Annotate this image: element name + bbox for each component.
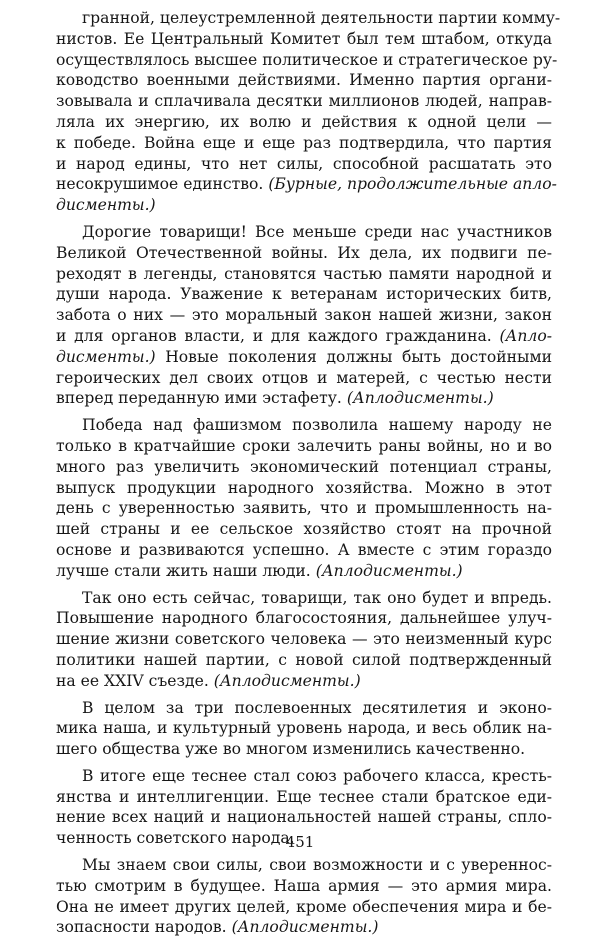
text-segment: Дорогие товарищи! Все меньше среди нас участников (82, 222, 552, 241)
text-line (56, 29, 552, 50)
text-line (56, 876, 552, 897)
applause-remark: дисменты.) (56, 196, 156, 215)
text-line (56, 807, 552, 828)
text-segment: к победе. Война еще и еще раз подтвердила, что партия (56, 133, 552, 152)
applause-remark: (Аплодисменты.) (213, 671, 361, 690)
text-segment: шего общества уже во многом изменились качественно. (56, 740, 526, 759)
text-line (56, 650, 552, 671)
text-segment: Новые поколения должны быть достойными (155, 347, 552, 366)
applause-remark: (Аплодисменты.) (315, 561, 463, 580)
text-segment: тью смотрим в будущее. Наша армия — это армия мира. (56, 876, 552, 895)
text-segment: шение жизни советского человека — это неизменный курс (56, 630, 552, 649)
text-segment: ченность советского народа. (56, 829, 295, 848)
text-line (56, 50, 558, 71)
text-segment: героических дел своих отцов и матерей, с честью нести (56, 368, 552, 387)
applause-remark: (Бурные, продолжительные апло- (268, 175, 557, 194)
text-segment: души народа. Уважение к ветеранам исторических битв, (56, 285, 552, 304)
text-segment: гранной, целеустремленной деятельности партии комму- (82, 9, 561, 27)
text-line (56, 70, 552, 91)
text-line (56, 917, 552, 938)
text-line (56, 243, 552, 264)
applause-remark: (Апло- (499, 326, 552, 345)
text-segment: только в кратчайшие сроки залечить раны войны, но и во (56, 436, 552, 455)
text-line (56, 388, 552, 409)
text-line (56, 415, 552, 436)
text-line (56, 766, 552, 787)
paragraph (56, 8, 561, 216)
text-line (56, 8, 561, 29)
document-body (56, 8, 561, 944)
text-segment: политики нашей партии, с новой силой подтвержденный (56, 650, 552, 669)
text-segment: зопасности народов. (56, 918, 232, 937)
text-segment: мика наша, и культурный уровень народа, и весь облик на- (56, 719, 552, 738)
text-segment: Мы знаем свои силы, свои возможности и с увереннос- (82, 856, 552, 875)
text-segment: Великой Отечественной войны. Их дела, их подвиги пе- (56, 243, 552, 262)
text-line (56, 222, 552, 243)
text-line (56, 436, 552, 457)
text-segment: реходят в легенды, становятся частью памяти народной и (56, 264, 552, 283)
text-segment: нистов. Ее Центральный Комитет был тем штабом, откуда (56, 29, 552, 48)
applause-remark: (Аплодисменты.) (231, 918, 379, 937)
text-segment: много раз увеличить экономический потенциал страны, (56, 457, 552, 476)
text-line (56, 347, 552, 368)
text-line (56, 133, 552, 154)
text-segment: на ее XXIV съезде. (56, 671, 214, 690)
text-line (56, 368, 552, 389)
applause-remark: дисменты.) (56, 347, 156, 366)
text-segment: В целом за три послевоенных десятилетия и эконо- (82, 698, 552, 717)
text-segment: несокрушимое единство. (56, 175, 269, 194)
paragraph (56, 855, 552, 938)
text-line (56, 519, 552, 540)
text-segment: лучше стали жить наши люди. (56, 561, 316, 580)
paragraph (56, 588, 552, 692)
text-line (56, 326, 552, 347)
text-line (56, 91, 552, 112)
text-line (56, 195, 552, 216)
text-segment: Она не имеет других целей, кроме обеспечения мира и бе- (56, 897, 552, 916)
text-segment: ководство военными действиями. Именно партия органи- (56, 71, 552, 90)
text-line (56, 174, 557, 195)
text-segment: В итоге еще теснее стал союз рабочего класса, кресть- (82, 766, 552, 785)
text-segment: Повышение народного благосостояния, дальнейшее улуч- (56, 609, 552, 628)
text-line (56, 718, 552, 739)
text-column (56, 8, 561, 938)
text-segment: осуществлялось высшее политическое и стратегическое ру- (56, 50, 558, 69)
text-line (56, 457, 552, 478)
text-segment: и народ едины, что нет силы, способной расшатать это (56, 154, 552, 173)
text-segment: вперед переданную ими эстафету. (56, 389, 347, 408)
text-line (56, 284, 552, 305)
text-segment: день с уверенностью заявить, что и промышленность на- (56, 499, 552, 518)
text-line (56, 478, 552, 499)
text-line (56, 608, 552, 629)
text-segment: шей страны и ее сельское хозяйство стоят на прочной (56, 520, 552, 539)
text-line (56, 498, 552, 519)
text-line (56, 787, 552, 808)
text-line (56, 897, 552, 918)
text-segment: ляла их энергию, их волю и действия к одной цели — (56, 112, 552, 131)
page-number: 451 (285, 833, 315, 851)
text-line (56, 154, 552, 175)
applause-remark: (Аплодисменты.) (346, 389, 494, 408)
text-segment: янства и интеллигенции. Еще теснее стали братское еди- (56, 787, 552, 806)
text-line (56, 112, 552, 133)
text-line (56, 561, 552, 582)
text-segment: нение всех наций и национальностей нашей страны, спло- (56, 808, 552, 827)
text-line (56, 671, 552, 692)
text-segment: Так оно есть сейчас, товарищи, так оно будет и впредь. (82, 588, 552, 607)
text-line (56, 629, 552, 650)
text-line (56, 698, 552, 719)
text-line (56, 588, 552, 609)
text-line (56, 739, 552, 760)
text-segment: Победа над фашизмом позволила нашему народу не (82, 416, 552, 435)
text-segment: забота о них — это моральный закон нашей жизни, закон (56, 306, 552, 325)
paragraph (56, 415, 552, 581)
text-segment: выпуск продукции народного хозяйства. Можно в этот (56, 478, 552, 497)
paragraph (56, 222, 552, 409)
text-segment: зовывала и сплачивала десятки миллионов людей, направ- (56, 92, 552, 111)
text-line (56, 540, 552, 561)
text-line (56, 305, 552, 326)
text-segment: основе и развиваются успешно. А вместе с этим гораздо (56, 540, 552, 559)
text-line (56, 264, 552, 285)
text-segment: и для органов власти, и для каждого гражданина. (56, 326, 500, 345)
paragraph (56, 698, 552, 760)
